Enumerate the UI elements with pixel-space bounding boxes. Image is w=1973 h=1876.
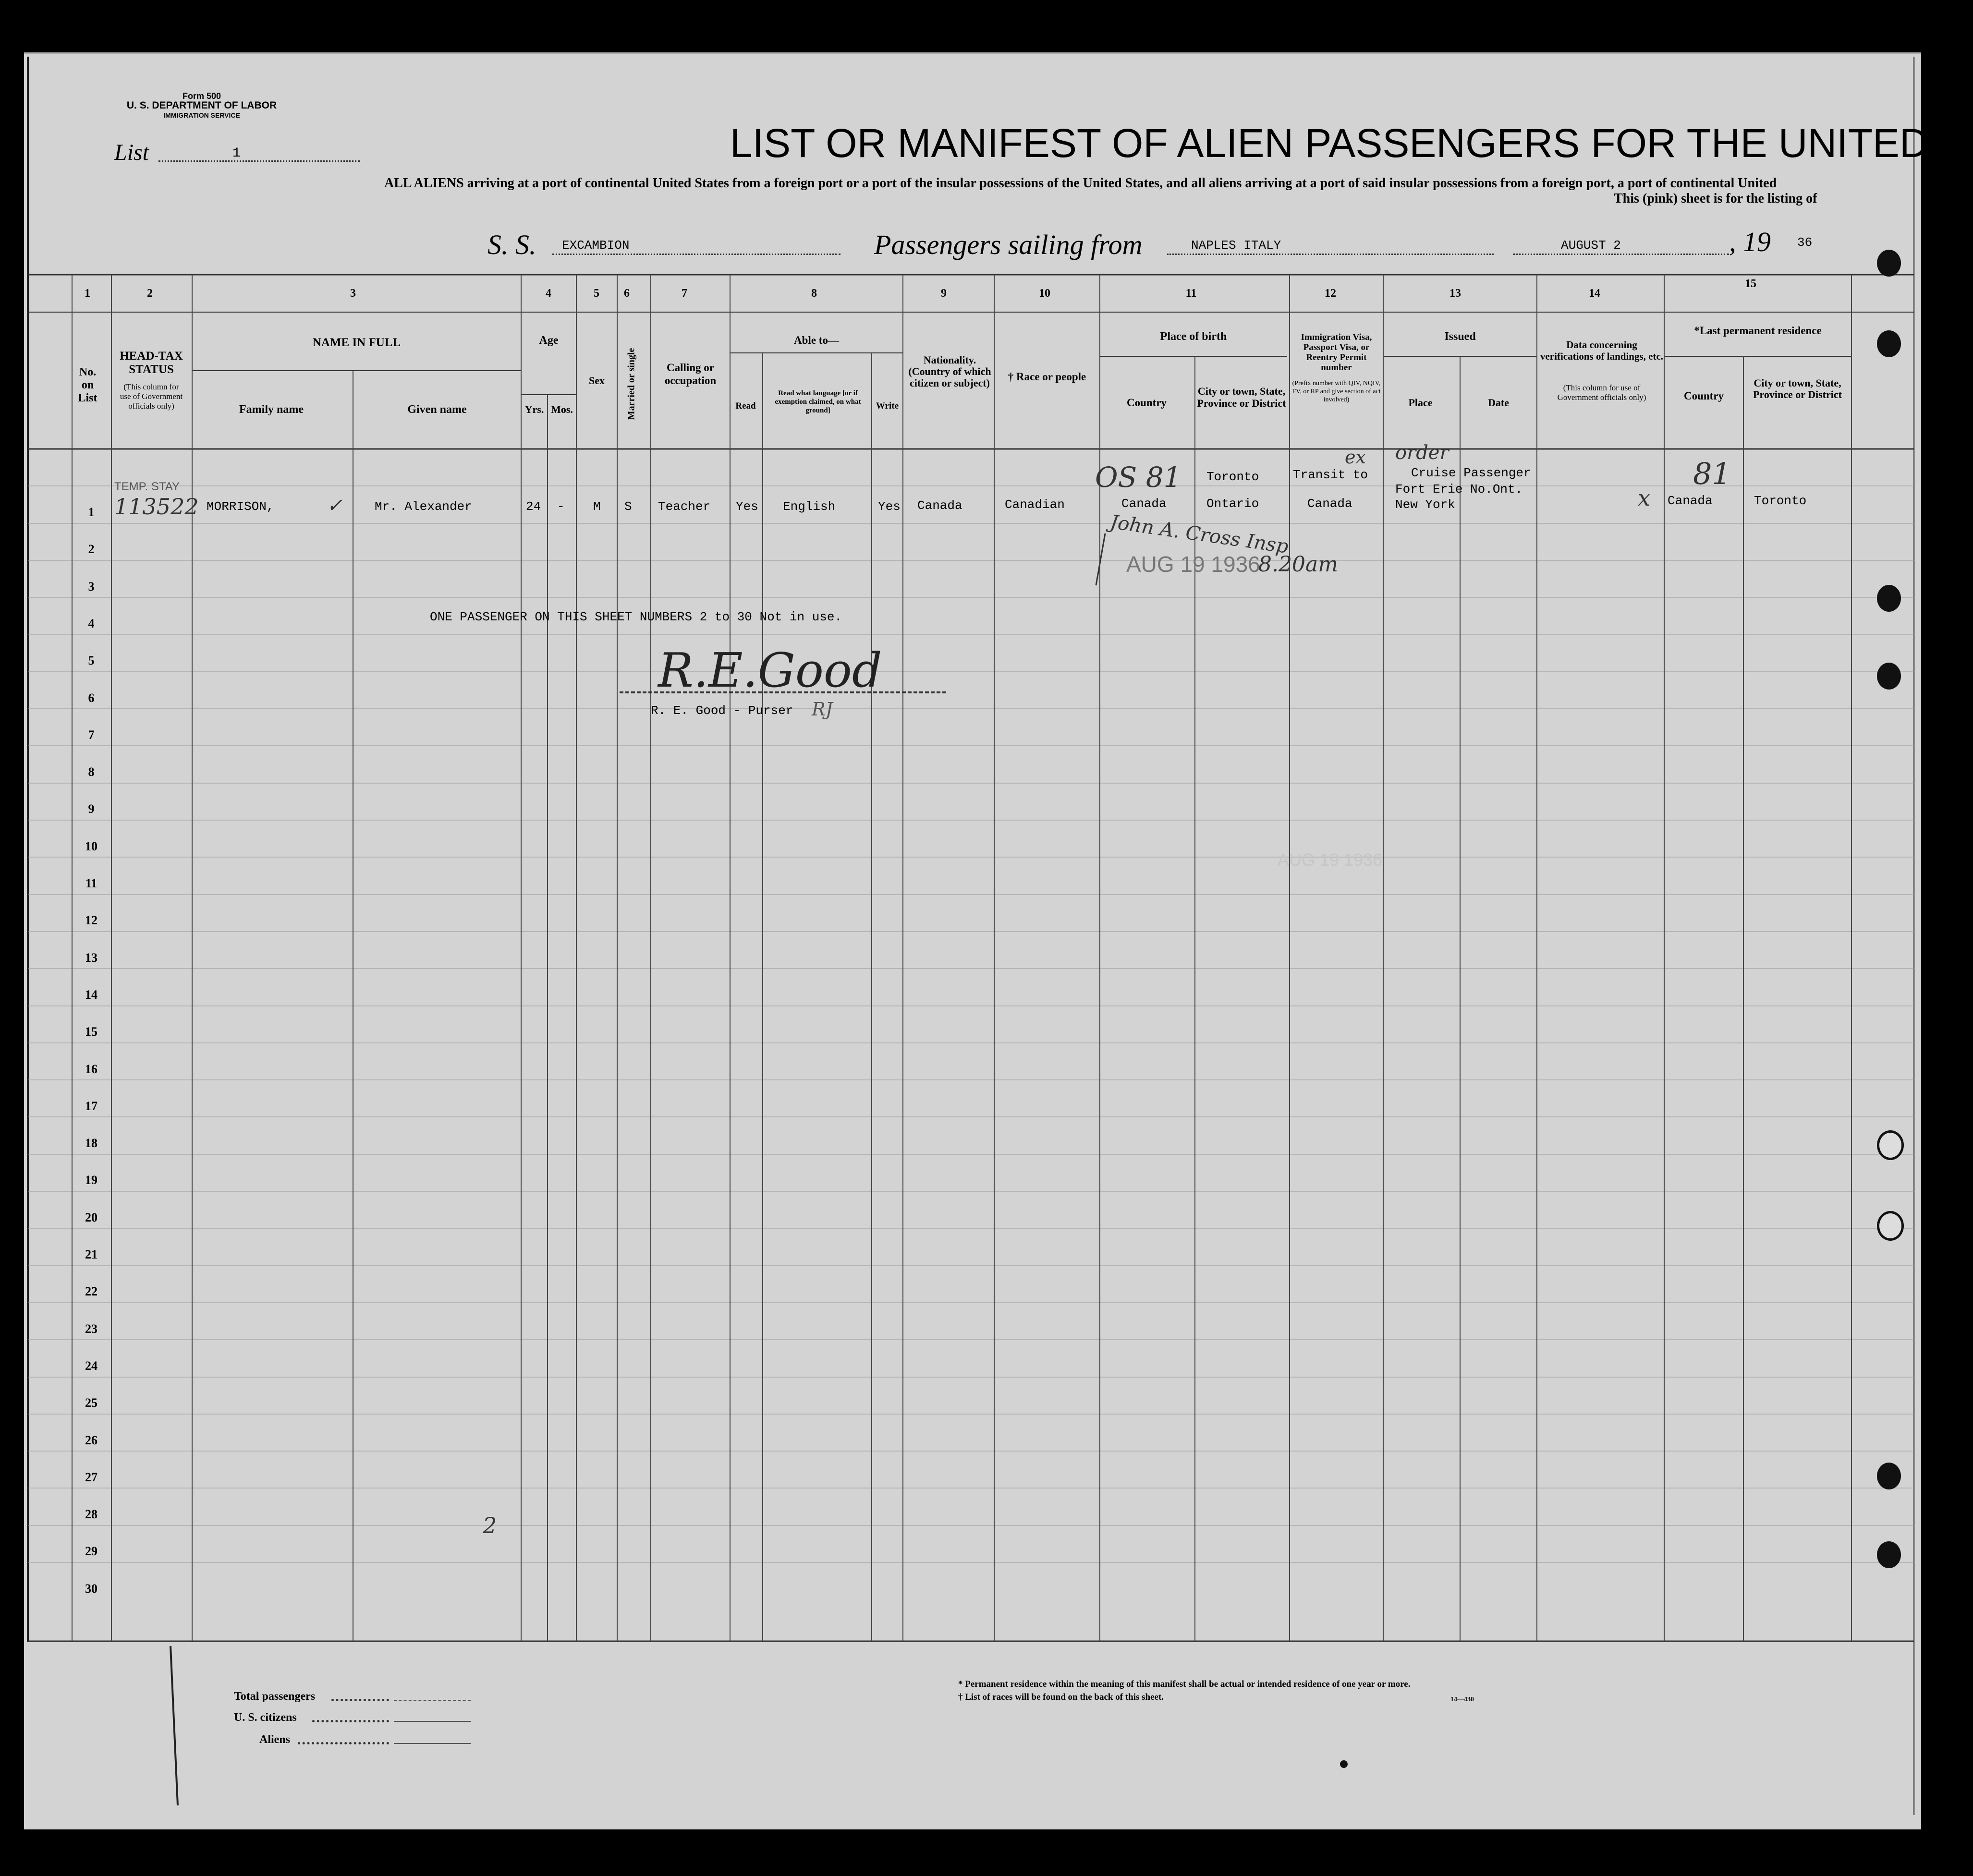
header-date: Date [1488,397,1509,409]
visa-ex-note: ex [1345,447,1366,468]
header-res-city: City or town, State, Province or District [1753,377,1842,400]
residence-city: Toronto [1754,494,1807,508]
header-nationality: Nationality. (Country of which citizen or subject) [908,354,991,389]
header-calling: Calling or occupation [664,362,717,387]
year-suffix: 36 [1797,235,1813,250]
header-sex: Sex [589,375,605,387]
port-dotted-line [1167,254,1494,255]
visa-line-1: Transit to [1293,468,1368,482]
row-number: 27 [85,1470,97,1484]
column-number: 14 [1589,287,1600,300]
purser-signature: R.E.Good [658,643,882,698]
column-number: 12 [1325,287,1336,300]
issued-order-note: order [1395,442,1449,464]
header-last-residence: *Last permanent residence [1694,325,1822,337]
port-name: NAPLES ITALY [1191,238,1281,253]
year-prefix: , 19 [1729,226,1771,257]
margin-mark: 2 [483,1513,497,1538]
row-number: 12 [85,913,97,928]
header-country: Country [1126,397,1167,409]
purser-printed-name: R. E. Good - Purser [651,703,793,718]
sailing-date: AUGUST 2 [1561,238,1621,253]
header-age: Age [539,334,559,347]
header-head-tax-note: (This column for use of Government officials only) [120,382,183,411]
header-res-country: Country [1683,390,1724,402]
column-number: 11 [1185,287,1197,300]
footer-dots-citizens [312,1720,389,1722]
language: English [783,499,836,514]
sex: M [593,499,601,514]
row-number: 6 [88,690,95,705]
birth-province: Ontario [1206,496,1259,511]
header-no-on-list: No. on List [78,366,97,404]
row-number: 5 [88,654,95,668]
birth-country: Canada [1121,496,1167,511]
column-number: 2 [147,287,153,300]
row-number: 14 [85,987,97,1002]
header-yrs: Yrs. [524,403,544,415]
row-number: 2 [88,542,95,557]
issued-line-2: Fort Erie No.Ont. [1395,482,1523,496]
row-number: 18 [85,1136,97,1150]
row-number: 23 [85,1321,97,1336]
service: IMMIGRATION SERVICE [163,111,240,119]
row-number: 22 [85,1284,97,1299]
inspection-time: 8.20am [1258,552,1338,577]
row-number: 13 [85,950,97,965]
age-years: 24 [526,499,541,514]
header-mos: Mos. [551,403,573,415]
row-number: 15 [85,1025,97,1039]
list-label: List [114,140,149,165]
column-number: 4 [546,287,551,300]
faded-stamp: AUG 19 1936 [1278,850,1383,870]
footer-note-2: † List of races will be found on the back of this sheet. [958,1692,1164,1702]
punch-hole [1877,330,1901,357]
ship-dotted-line [552,254,840,255]
header-read-language: Read what language [or if exemption claimed, on what ground] [775,389,861,414]
page-title: LIST OR MANIFEST OF ALIEN PASSENGERS FOR THE UNITED [730,121,1929,166]
occupation: Teacher [658,499,711,514]
residence-annotation: 81 [1693,456,1731,491]
row-number: 29 [85,1544,97,1559]
footer-form-code: 14—430 [1450,1696,1474,1703]
row-number: 1 [88,505,95,519]
header-place-of-birth: Place of birth [1160,330,1227,343]
footer-aliens: Aliens [259,1733,291,1746]
residence-country: Canada [1668,494,1713,508]
header-data-concerning: Data concerning verifications of landings, etc. [1540,339,1664,362]
row-number: 11 [85,876,97,890]
row-number: 26 [85,1433,97,1447]
row-number: 20 [85,1210,97,1224]
row-number: 17 [85,1099,97,1113]
list-number: 1 [232,146,241,161]
ship-name: EXCAMBION [562,238,630,253]
header-issued: Issued [1444,330,1476,343]
inspection-stamp-date: AUG 19 1936 [1126,552,1260,577]
column-number: 8 [811,287,817,300]
column-number: 1 [85,287,90,300]
footer-blank-total [394,1700,471,1701]
marital-status: S [624,499,632,514]
family-name: MORRISON, [207,499,274,514]
header-race: † Race or people [1008,371,1086,383]
issued-line-1: Cruise Passenger [1411,466,1531,480]
header-family-name: Family name [239,403,304,416]
head-tax-stamp: TEMP. STAY [114,480,180,493]
visa-line-2: Canada [1307,496,1352,511]
footer-us-citizens: U. S. citizens [234,1711,297,1724]
footer-note-1: * Permanent residence within the meaning of this manifest shall be actual or intended residence of one year or more. [958,1679,1411,1689]
race: Canadian [1005,497,1065,512]
punch-hole [1877,1211,1904,1241]
ss-label: S. S. [487,229,536,260]
list-dotted-line [158,160,360,162]
nationality: Canada [917,498,962,513]
footer-dots-total [331,1699,389,1701]
row-number: 4 [88,616,95,630]
form-number: Form 500 [182,91,221,101]
header-city: City or town, State, Province or District [1197,385,1286,409]
check-mark: ✓ [327,495,343,517]
column-number: 9 [941,287,947,300]
row-number: 7 [88,727,95,742]
column-number: 13 [1449,287,1461,300]
footer-total-passengers: Total passengers [234,1690,316,1703]
header-data-note: (This column for use of Government officials only) [1557,383,1646,402]
can-read: Yes [736,499,758,514]
row-number: 25 [85,1396,97,1410]
purser-dashed-line [620,691,946,693]
header-given-name: Given name [407,403,467,416]
header-write: Write [876,401,899,411]
header-visa-note: (Prefix number with QIV, NQIV, FV, or RP and give section of act involved) [1292,380,1381,403]
footer-blank-citizens [394,1721,471,1722]
can-write: Yes [878,499,901,514]
sailing-label: Passengers sailing from [874,229,1143,260]
row-number: 3 [88,579,95,593]
footer-blank-aliens [394,1743,471,1744]
not-in-use-note: ONE PASSENGER ON THIS SHEET NUMBERS 2 to 30 Not in use. [430,610,842,624]
row-number: 10 [85,839,97,853]
grid-line [171,1646,178,1805]
head-tax-number: 113522 [114,494,199,520]
subtitle-line-1: ALL ALIENS arriving at a port of continental United States from a foreign port or a port of the insular possessions of the United States, and all aliens arriving at a port of said insular possessions from a foreign port, a port of continental United [384,176,1777,191]
header-visa: Immigration Visa, Passport Visa, or Reentry Permit number [1301,332,1372,373]
date-dotted-line [1513,254,1729,255]
column-number: 6 [624,287,630,300]
verification-mark: x [1638,485,1650,511]
department: U. S. DEPARTMENT OF LABOR [126,100,277,111]
punch-hole [1877,250,1901,277]
given-name: Mr. Alexander [375,499,472,514]
row-number: 21 [85,1247,97,1261]
row-number: 30 [85,1581,97,1596]
birth-annotation: OS 81 [1095,461,1181,494]
punch-hole [1877,1541,1901,1568]
inspector-signature: John A. Cross Insp [1108,511,1290,558]
header-head-tax: HEAD-TAX STATUS [120,350,183,376]
purser-initials: RJ [812,699,833,720]
row-number: 19 [85,1173,97,1187]
punch-hole [1877,663,1901,690]
column-number: 7 [682,287,687,300]
column-number: 10 [1039,287,1050,300]
row-number: 24 [85,1358,97,1373]
header-name-in-full: NAME IN FULL [312,336,401,349]
header-place: Place [1408,397,1433,409]
row-number: 8 [88,765,95,779]
column-number: 15 [1745,278,1756,290]
column-number: 5 [594,287,599,300]
subtitle-line-2: This (pink) sheet is for the listing of [1614,191,1817,206]
column-number: 3 [350,287,356,300]
birth-city: Toronto [1206,470,1259,484]
punch-hole [1877,1463,1901,1489]
age-months: - [557,499,565,514]
punch-hole [1877,1130,1904,1160]
header-able-to: Able to— [794,334,839,346]
row-number: 9 [88,802,95,816]
issued-line-3: New York [1395,497,1455,512]
header-married: Married or single [626,348,637,420]
row-number: 16 [85,1062,97,1076]
punch-hole [1877,585,1901,612]
row-number: 28 [85,1507,97,1522]
header-read: Read [735,401,756,411]
footer-dot [1340,1760,1348,1768]
footer-dots-aliens [298,1742,389,1744]
